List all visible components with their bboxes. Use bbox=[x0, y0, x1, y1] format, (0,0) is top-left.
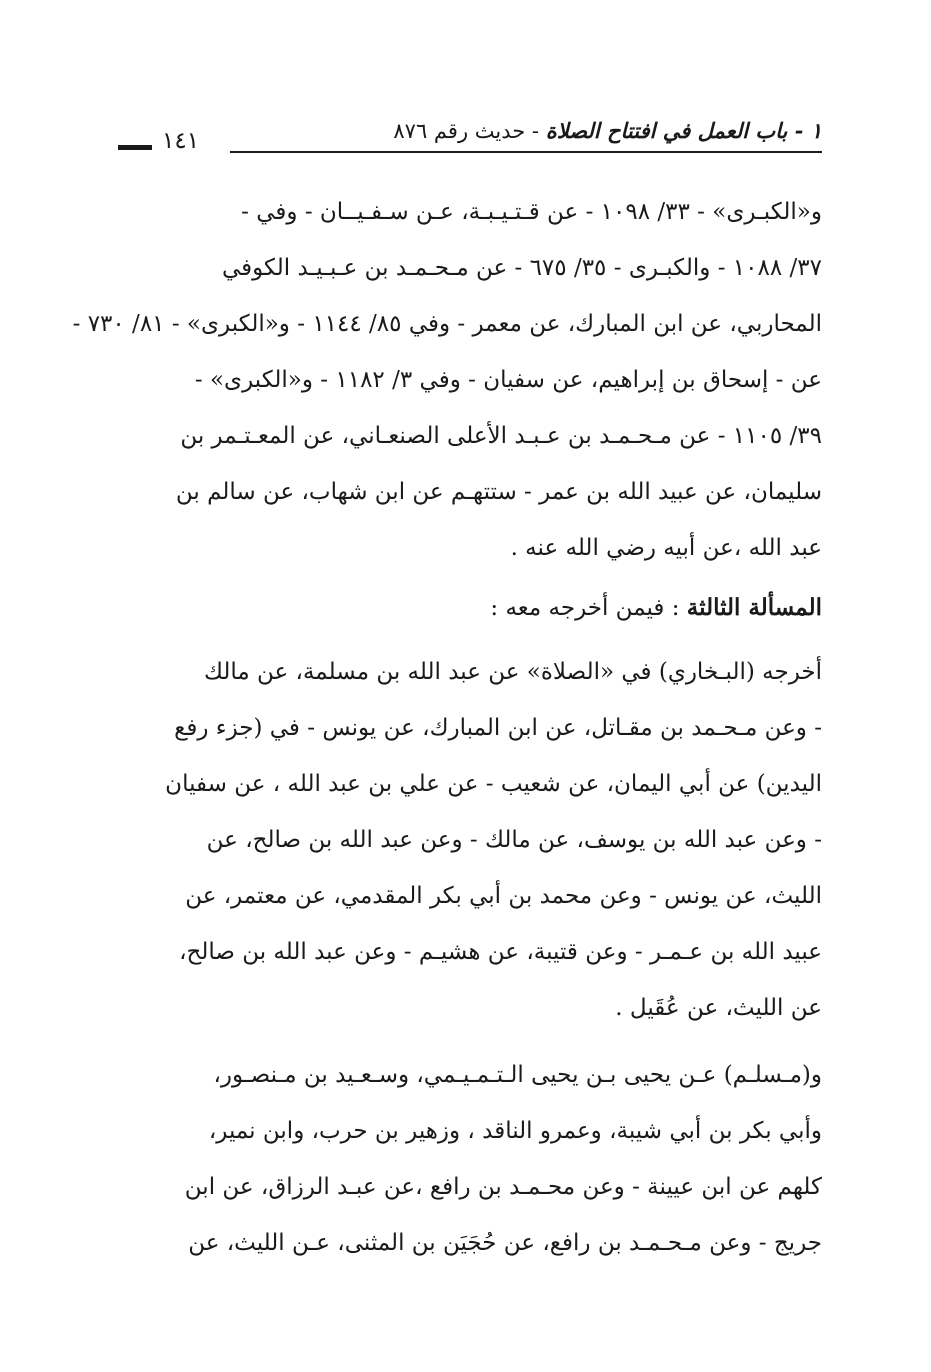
chapter-title: ١ - باب العمل في افتتاح الصلاة bbox=[545, 118, 822, 143]
hadith-number: - حديث رقم ٨٧٦ bbox=[393, 119, 539, 143]
text-line: و(مـسلـم) عـن يحيى بـن يحيى الـتـمـيـمي، وسـعـيد بن مـنصـور، bbox=[213, 1062, 822, 1088]
text-line: كلهم عن ابن عيينة - وعن محـمـد بن رافع ،عن عبـد الرزاق، عن ابن bbox=[184, 1174, 822, 1200]
text-line: وأبي بكر بن أبي شيبة، وعمرو الناقد ، وزهير بن حرب، وابن نمير، bbox=[208, 1118, 822, 1144]
text-line: ٣٩/ ١١٠٥ - عن مـحـمـد بن عـبـد الأعلى الصنعـاني، عن المعـتـمر بن bbox=[180, 423, 822, 449]
text-line: عن الليث، عن عُقَيل . bbox=[615, 995, 822, 1021]
text-line: أخرجه (البـخاري) في «الصلاة» عن عبد الله بن مسلمة، عن مالك bbox=[203, 659, 822, 685]
heading-label: المسألة الثالثة bbox=[686, 594, 822, 621]
section-heading bbox=[112, 593, 822, 623]
text-line: - وعن مـحـمد بن مقـاتل، عن ابن المبارك، عن يونس - في (جزء رفع bbox=[174, 715, 822, 741]
text-line: و«الكبـرى» - ٣٣/ ١٠٩٨ - عن قـتـيـبـة، عـن سـفـيــان - وفي - bbox=[241, 199, 822, 225]
text-line: - وعن عبد الله بن يوسف، عن مالك - وعن عبد الله بن صالح، عن bbox=[206, 827, 822, 853]
main-text bbox=[72, 0, 822, 1372]
text-line: سليمان، عن عبيد الله بن عمر - ستتهـم عن ابن شهاب، عن سالم بن bbox=[175, 479, 822, 505]
text-line: الليث، عن يونس - وعن محمد بن أبي بكر المقدمي، عن معتمر، عن bbox=[185, 883, 822, 909]
text-line: عبيد الله بن عـمـر - وعن قتيبة، عن هشيـم - وعن عبد الله بن صالح، bbox=[179, 939, 822, 965]
heading-rest: : فيمن أخرجه معه : bbox=[490, 595, 680, 621]
text-line: جريج - وعن مـحـمـد بن رافع، عن حُجَيَن بن المثنى، عـن الليث، عن bbox=[188, 1230, 822, 1256]
text-line: ٣٧/ ١٠٨٨ - والكبـرى - ٣٥/ ٦٧٥ - عن مـحـمـد بن عـبـيـد الكوفي bbox=[222, 255, 822, 281]
page-number: ١٤١ bbox=[162, 128, 200, 154]
text-line: اليدين) عن أبي اليمان، عن شعيب - عن علي بن عبد الله ، عن سفيان bbox=[165, 771, 822, 797]
text-line: المحاربي، عن ابن المبارك، عن معمر - وفي ٨٥/ ١١٤٤ - و«الكبرى» - ٨١/ ٧٣٠ - bbox=[72, 311, 822, 337]
text-line: عن - إسحاق بن إبراهيم، عن سفيان - وفي ٣/ ١١٨٢ - و«الكبرى» - bbox=[194, 367, 822, 393]
text-line: عبد الله ،عن أبيه رضي الله عنه . bbox=[510, 535, 822, 561]
